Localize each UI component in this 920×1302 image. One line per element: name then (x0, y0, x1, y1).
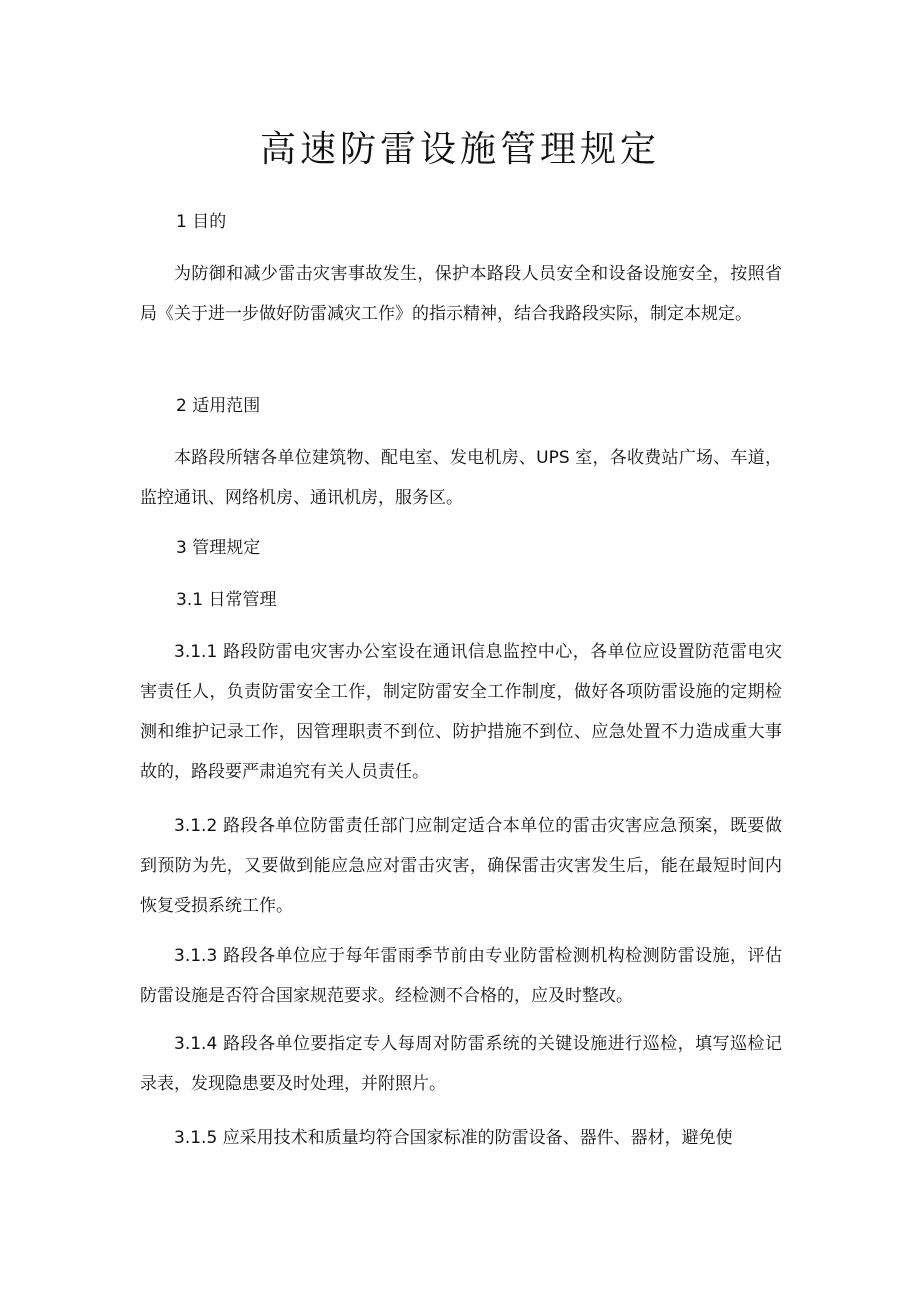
clause-3-1-1: 3.1.1 路段防雷电灾害办公室设在通讯信息监控中心，各单位应设置防范雷电灾害责任人，负责防雷安全工作，制定防雷安全工作制度，做好各项防雷设施的定期检测和维护记录工作，因管理职责不到位、防护措施不到位、应急处置不力造成重大事故的，路段要严肃追究有关人员责任。 (140, 642, 782, 782)
clause-3-1-3: 3.1.3 路段各单位应于每年雷雨季节前由专业防雷检测机构检测防雷设施，评估防雷设施是否符合国家规范要求。经检测不合格的，应及时整改。 (140, 946, 782, 1006)
section-1-paragraph: 为防御和减少雷击灾害事故发生，保护本路段人员安全和设备设施安全，按照省局《关于进一步做好防雷减灾工作》的指示精神，结合我路段实际，制定本规定。 (140, 264, 782, 324)
clause-3-1-5: 3.1.5 应采用技术和质量均符合国家标准的防雷设备、器件、器材，避免使 (174, 1128, 733, 1148)
section-3-1-heading: 3.1 日常管理 (176, 590, 277, 610)
section-3-heading: 3 管理规定 (176, 538, 261, 558)
section-1-heading: 1 目的 (176, 212, 227, 232)
section-2-heading: 2 适用范围 (176, 396, 261, 416)
clause-3-1-2: 3.1.2 路段各单位防雷责任部门应制定适合本单位的雷击灾害应急预案，既要做到预防为先，又要做到能应急应对雷击灾害，确保雷击灾害发生后，能在最短时间内恢复受损系统工作。 (140, 816, 782, 916)
section-2-paragraph: 本路段所辖各单位建筑物、配电室、发电机房、UPS 室，各收费站广场、车道，监控通讯、网络机房、通讯机房，服务区。 (140, 448, 782, 508)
clause-3-1-4: 3.1.4 路段各单位要指定专人每周对防雷系统的关键设施进行巡检，填写巡检记录表，发现隐患要及时处理，并附照片。 (140, 1034, 782, 1094)
document-title: 高速防雷设施管理规定 (259, 129, 660, 170)
